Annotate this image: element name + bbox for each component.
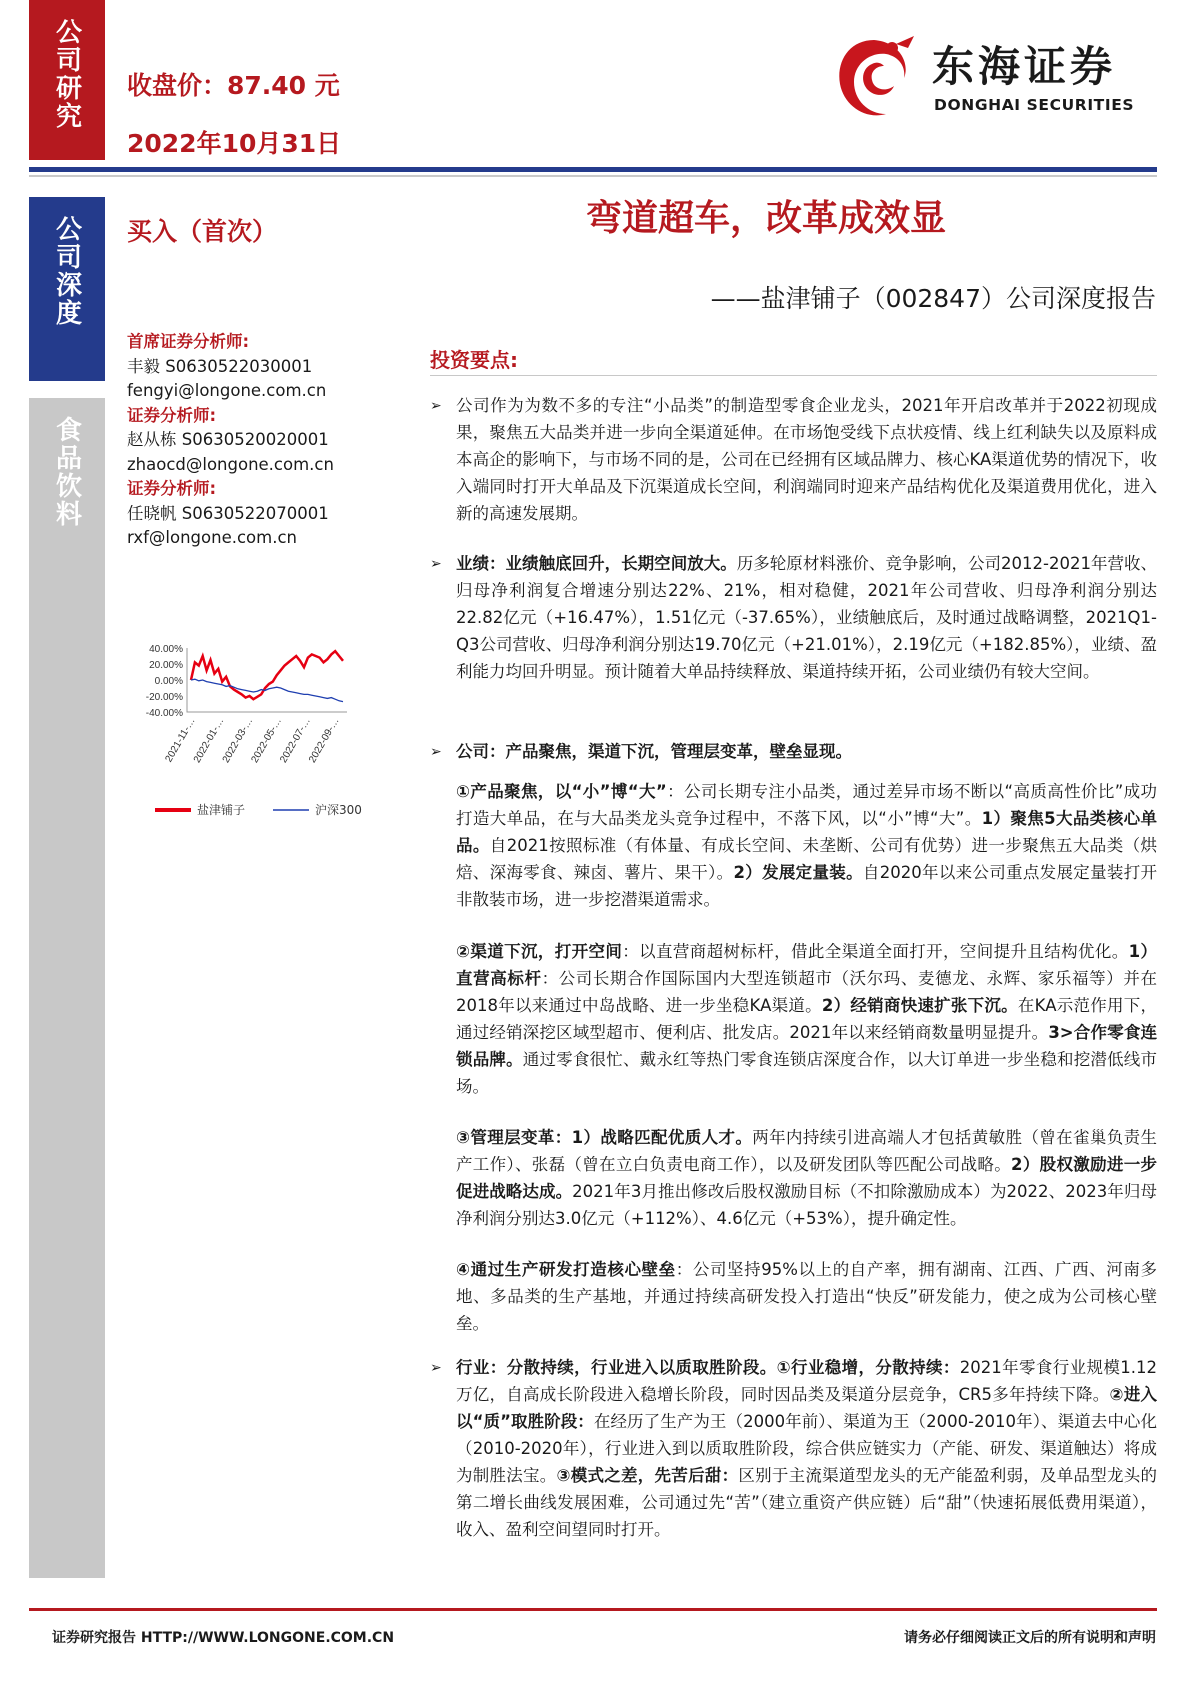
paragraph-text: 历多轮原材料涨价、竞争影响，公司2012-2021年营收、归母净利润复合增速分别达22%、21%，相对稳健，2021年公司营收、归母净利润分别达22.82亿元（+16.47%），1.51亿元（-37.65%），业绩触底后，及时通过战略调整，2021Q1-Q3公司营收、归母净利润分别达19.70亿元（+21.01%），2.19亿元（+182.85%），业绩、盈利能力均回升明显。预计随着大单品持续释放、渠道持续开拓，公司业绩仍有较大空间。: [456, 554, 1158, 681]
legend-label: 盐津铺子: [197, 803, 246, 817]
text: 通过零食很忙、戴永红等热门零食连锁店深度合作，以大订单进一步坐稳和挖潜低线市场。: [456, 1050, 1158, 1096]
analyst-name: 任晓帆 S0630522070001: [127, 503, 329, 523]
y-tick-label: -20.00%: [145, 692, 183, 703]
subhead: 3>合作零食连锁品牌。: [456, 1023, 1157, 1069]
text: 2021年3月推出修改后股权激励目标（不扣除激励成本）为2022、2023年归母净利润分别达3.0亿元（+112%）、4.6亿元（+53%），提升确定性。: [456, 1182, 1157, 1228]
legend-label: 沪深300: [315, 803, 362, 817]
paragraph-channel: [456, 938, 1157, 1100]
analyst-email[interactable]: zhaocd@longone.com.cn: [127, 454, 334, 474]
sidebar-tab-company-depth: 公司深度: [29, 197, 105, 381]
paragraph-industry: [456, 1354, 1157, 1543]
text: ：公司坚持95%以上的自产率，拥有湖南、江西、广西、河南多地、多品类的生产基地，并通过持续高研发投入打造出“快反”研发能力，使之成为公司核心壁垒。: [456, 1260, 1157, 1333]
report-title: 弯道超车，改革成效显: [586, 198, 947, 239]
subhead: 2）发展定量装。: [733, 863, 863, 882]
bullet-arrow-icon: ➢: [430, 556, 442, 572]
text: 区别于主流渠道型龙头的无产能盈利弱，及单品型龙头的第二增长曲线发展困难，公司通过先“苦”（建立重资产供应链）后“甜”（快速拓展低费用渠道），收入、盈利空间望同时打开。: [456, 1466, 1157, 1539]
text: 自2020年以来公司重点发展定量装打开非散装市场，进一步挖潜渠道需求。: [456, 863, 1157, 909]
analyst-name: 赵从栋 S0630520020001: [127, 430, 329, 449]
subhead: ③模式之差，先苦后甜：: [556, 1466, 739, 1485]
close-price: 收盘价：87.40 元: [127, 71, 340, 100]
paragraph-lead: 业绩：业绩触底回升，长期空间放大。: [456, 554, 737, 573]
text: 在经历了生产为王（2000年前）、渠道为王（2000-2010年）、渠道去中心化（2010-2020年），行业进入到以质取胜阶段，综合供应链实力（产能、研发、渠道触达）将成为制胜法宝。: [456, 1412, 1157, 1485]
bullet-arrow-icon: ➢: [430, 1360, 442, 1376]
footer-disclaimer: 请务必仔细阅读正文后的所有说明和声明: [904, 1630, 1156, 1646]
paragraph-company: [456, 738, 1157, 765]
series-line-yanjin: [191, 651, 343, 699]
report-subtitle: ——盐津铺子（002847）公司深度报告: [710, 284, 1156, 313]
analyst-email[interactable]: fengyi@longone.com.cn: [127, 381, 327, 400]
x-tick-label: 2022-07-…: [278, 716, 313, 765]
header-rule-shadow: [29, 175, 1157, 177]
text: 两年内持续引进高端人才包括黄敏胜（曾在雀巢负责生产工作）、张磊（曾在立白负责电商工作），以及研发团队等匹配公司战略。: [456, 1128, 1158, 1174]
text: ：以直营商超树标杆，借此全渠道全面打开，空间提升且结构优化。: [622, 942, 1129, 961]
subhead: 1）直营高标杆: [456, 942, 1158, 988]
text: 2021年零食行业规模1.12万亿，自高成长阶段进入稳增长阶段，同时因品类及渠道分层竞争，CR5多年持续下降。: [456, 1358, 1157, 1404]
sidebar-tab-industry: 食品饮料: [29, 398, 105, 1578]
analyst-list: [127, 330, 334, 551]
subhead: ②进入以“质”取胜阶段：: [456, 1385, 1157, 1431]
text: 在KA示范作用下，通过经销深挖区域型超市、便利店、批发店。2021年以来经销商数量明显提升。: [456, 996, 1157, 1042]
subhead: 1）聚焦5大品类核心单品。: [456, 809, 1157, 855]
analyst-role: 首席证券分析师:: [127, 332, 250, 351]
paragraph-production: [456, 1256, 1157, 1337]
logo-english-name: DONGHAI SECURITIES: [934, 96, 1135, 114]
investment-points-heading: 投资要点:: [430, 348, 518, 372]
rating: 买入（首次）: [127, 217, 278, 246]
bullet-arrow-icon: ➢: [430, 398, 442, 414]
paragraph-management: [456, 1124, 1157, 1232]
donghai-logo: [824, 30, 1154, 130]
footer-website[interactable]: 证券研究报告 HTTP://WWW.LONGONE.COM.CN: [52, 1630, 395, 1646]
paragraph-product-focus: [456, 778, 1157, 913]
series-line-csi300: [191, 679, 343, 701]
text: ：公司长期专注小品类，通过差异市场不断以“高质高性价比”成功打造大单品，在与大品类龙头竞争过程中，不落下风，以“小”博“大”。: [456, 782, 1157, 828]
x-tick-label: 2021-11-…: [163, 716, 198, 765]
y-tick-label: -40.00%: [145, 708, 183, 719]
analyst-name: 丰毅 S0630522030001: [127, 356, 313, 376]
x-tick-label: 2022-09-…: [307, 716, 342, 765]
text: ：公司长期合作国际国内大型连锁超市（沃尔玛、麦德龙、永辉、家乐福等）并在2018年以来通过中岛战略、进一步坐稳KA渠道。: [456, 969, 1158, 1015]
paragraph-lead: 公司：产品聚焦，渠道下沉，管理层变革，壁垒显现。: [456, 742, 852, 761]
report-date: 2022年10月31日: [127, 129, 342, 158]
subhead: ③管理层变革：1）战略匹配优质人才。: [456, 1128, 753, 1147]
subhead: 2）经销商快速扩张下沉。: [821, 996, 1018, 1015]
sidebar-tab-company-research: 公司研究: [29, 0, 105, 160]
y-tick-label: 0.00%: [154, 676, 183, 687]
text: 自2021按照标准（有体量、有成长空间、未垄断、公司有优势）进一步聚焦五大品类（烘焙、深海零食、辣卤、薯片、果干）。: [456, 836, 1157, 882]
footer-rule: [29, 1608, 1157, 1611]
y-tick-label: 40.00%: [149, 644, 183, 655]
header-rule: [29, 167, 1157, 172]
paragraph-summary: 公司作为为数不多的专注“小品类”的制造型零食企业龙头，2021年开启改革并于2022初现成果，聚焦五大品类并进一步向全渠道延伸。在市场饱受线下点状疫情、线上红利缺失以及原料成本高企的影响下，与市场不同的是，公司在已经拥有区域品牌力、核心KA渠道优势的情况下，收入端同时打开大单品及下沉渠道成长空间，利润端同时迎来产品结构优化及渠道费用优化，进入新的高速发展期。: [456, 396, 1157, 523]
subhead: ①产品聚焦，以“小”博“大”: [456, 782, 667, 801]
subhead: 2）股权激励进一步促进战略达成。: [456, 1155, 1158, 1201]
analyst-email[interactable]: rxf@longone.com.cn: [127, 528, 297, 547]
logo-chinese-name: 东海证券: [932, 42, 1117, 91]
subhead: ②渠道下沉，打开空间: [456, 942, 623, 961]
bullet-arrow-icon: ➢: [430, 744, 442, 760]
subhead: ④通过生产研发打造核心壁垒: [456, 1260, 676, 1279]
paragraph-performance: [456, 550, 1157, 685]
y-tick-label: 20.00%: [149, 660, 183, 671]
x-tick-label: 2022-03-…: [220, 716, 256, 765]
dragon-logo-icon: [824, 30, 924, 130]
analyst-role: 证券分析师:: [127, 479, 217, 498]
section-divider: [430, 375, 1157, 376]
x-tick-label: 2022-05-…: [249, 716, 284, 765]
x-tick-label: 2022-01-…: [191, 716, 227, 765]
subhead: 行业：分散持续，行业进入以质取胜阶段。①行业稳增，分散持续：: [456, 1358, 960, 1377]
stock-performance-chart: [127, 640, 427, 840]
analyst-role: 证券分析师:: [127, 405, 217, 425]
